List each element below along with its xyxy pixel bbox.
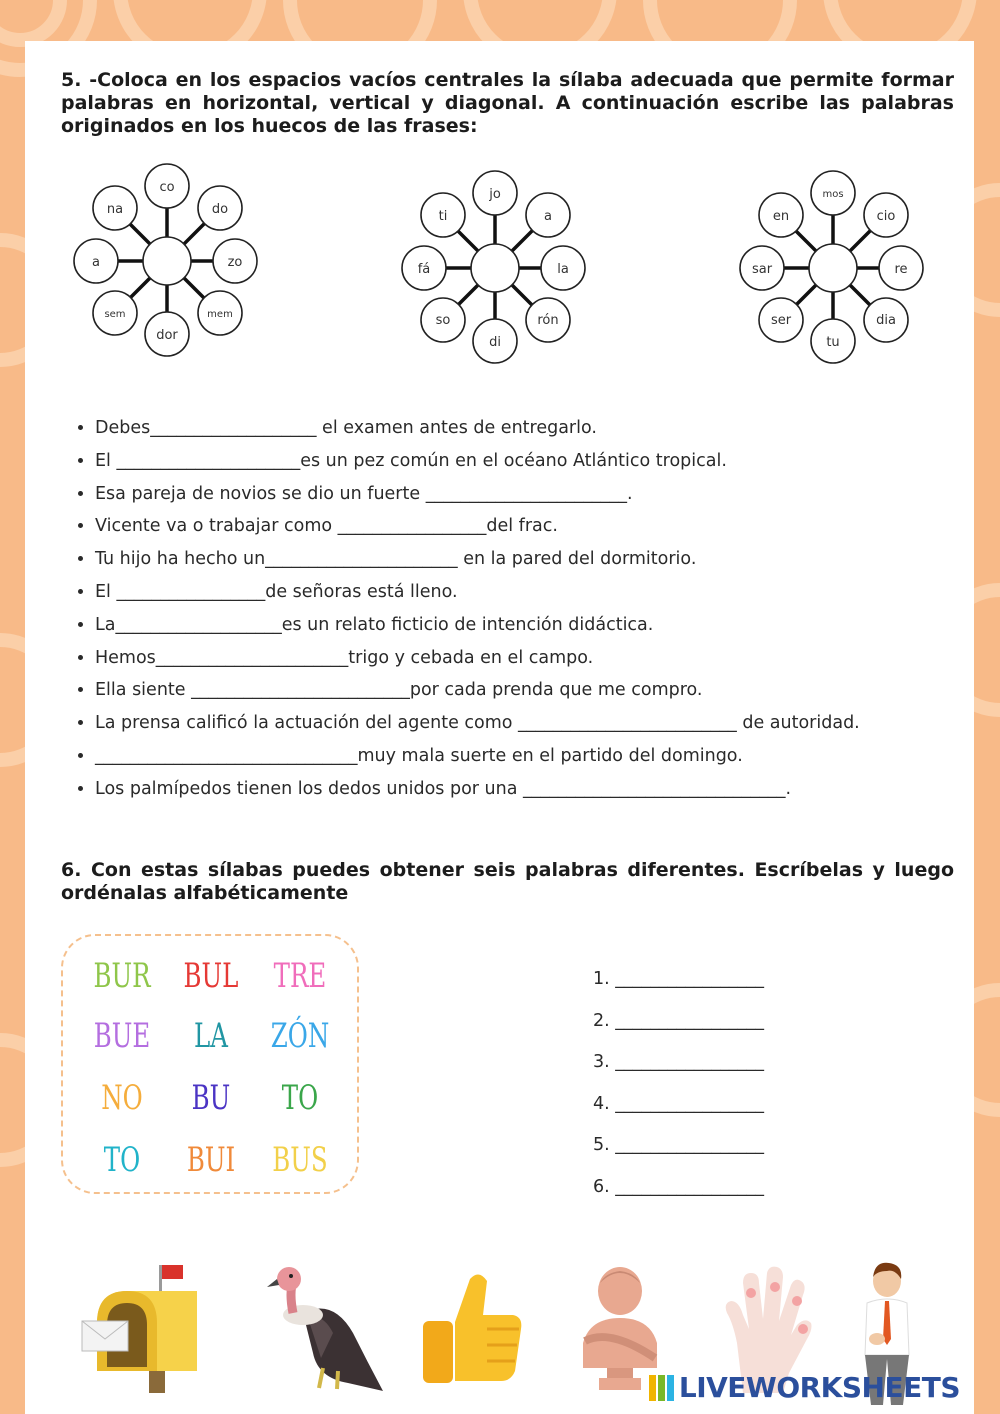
sentence-item[interactable]: • Los palmípedos tienen los dedos unidos por una ______________________________. [95,773,975,806]
watermark-text: LIVEWORKSHEETS [678,1371,960,1404]
sentence-item[interactable]: • La___________________es un relato ficticio de intención didáctica. [95,609,975,642]
syllable-flower-1 [65,161,275,365]
liveworksheets-logo-icon [649,1375,675,1401]
answer-line[interactable]: 1. _________________ [593,969,765,989]
thumbs-up-icon [415,1267,535,1397]
flower-2-petal: rón [537,313,559,328]
flower-3-petal: ser [770,313,792,328]
flower-1-petal: a [92,255,100,270]
syllable: BUS [272,1140,328,1180]
syllable: TRE [273,956,327,996]
flower-2-petal: ti [438,209,448,224]
mailbox-icon [77,1263,217,1393]
syllable: TO [281,1078,319,1118]
syllable: LA [194,1016,228,1056]
sentence-item[interactable]: • Hemos______________________trigo y cebada en el campo. [95,642,975,675]
flower-2-petal: jo [489,187,501,202]
flower-1-petal: co [159,180,175,195]
syllable-box [61,934,359,1194]
syllable-flower-3 [731,168,941,372]
flower-1-petal: mem [207,309,233,320]
sentence-item[interactable]: • Tu hijo ha hecho un______________________ en la pared del dormitorio. [95,543,975,576]
flower-3-petal: en [772,209,790,224]
sentence-item[interactable]: • Esa pareja de novios se dio un fuerte _______________________. [95,478,975,511]
syllable: BUL [183,956,239,996]
flower-2-petal: fá [417,262,431,277]
answer-line[interactable]: 2. _________________ [593,1011,765,1031]
syllable-flower-2 [393,168,603,372]
sentence-item[interactable]: • ______________________________muy mala suerte en el partido del domingo. [95,740,975,773]
sentence-item[interactable]: • Ella siente _________________________por cada prenda que me compro. [95,674,975,707]
liveworksheets-watermark [649,1371,960,1404]
sentence-item[interactable]: • Debes___________________ el examen antes de entregarlo. [95,412,975,445]
answer-line[interactable]: 5. _________________ [593,1135,765,1155]
exercise-5-heading: 5. -Coloca en los espacios vacíos centrales la sílaba adecuada que permite formar palabras en horizontal, vertical y diagonal. A continuación escribe las palabras originados en los huecos de las frases: [61,69,954,137]
syllable: BUI [186,1140,236,1180]
exercise-6-heading: 6. Con estas sílabas puedes obtener seis palabras diferentes. Escríbelas y luego ordénalas alfabéticamente [61,859,954,904]
answer-line[interactable]: 6. _________________ [593,1177,765,1197]
flower-1-petal: do [211,202,229,217]
flower-2-petal: la [557,262,569,277]
worksheet-page [25,41,974,1414]
syllable: TO [103,1140,141,1180]
flower-3-petal: sar [751,262,773,277]
sentence-item[interactable]: • La prensa calificó la actuación del agente como _________________________ de autoridad. [95,707,975,740]
sentence-item[interactable]: • El _________________de señoras está lleno. [95,576,975,609]
flower-3-petal: dia [876,313,896,328]
flower-3-petal: mos [822,189,844,200]
answer-line[interactable]: 4. _________________ [593,1094,765,1114]
syllable: ZÓN [270,1016,330,1056]
syllable: BU [191,1078,231,1118]
sentence-item[interactable]: • El _____________________es un pez común en el océano Atlántico tropical. [95,445,975,478]
flower-1-petal: sem [104,309,126,320]
flower-2-petal: di [489,335,501,350]
flower-1-petal: na [106,202,124,217]
flower-3-petal: re [894,262,908,277]
sentence-list [65,412,975,806]
flower-2-petal: a [544,209,552,224]
flower-1-petal: dor [156,328,178,343]
syllable: NO [101,1078,143,1118]
vulture-icon [263,1263,393,1393]
answer-line[interactable]: 3. _________________ [593,1052,765,1072]
syllable: BUE [93,1016,151,1056]
flower-1-petal: zo [227,255,243,270]
syllable: BUR [93,956,151,996]
flower-3-petal: cio [876,209,896,224]
sentence-item[interactable]: • Vicente va o trabajar como _________________del frac. [95,510,975,543]
flower-2-petal: so [435,313,451,328]
flower-3-petal: tu [826,335,840,350]
